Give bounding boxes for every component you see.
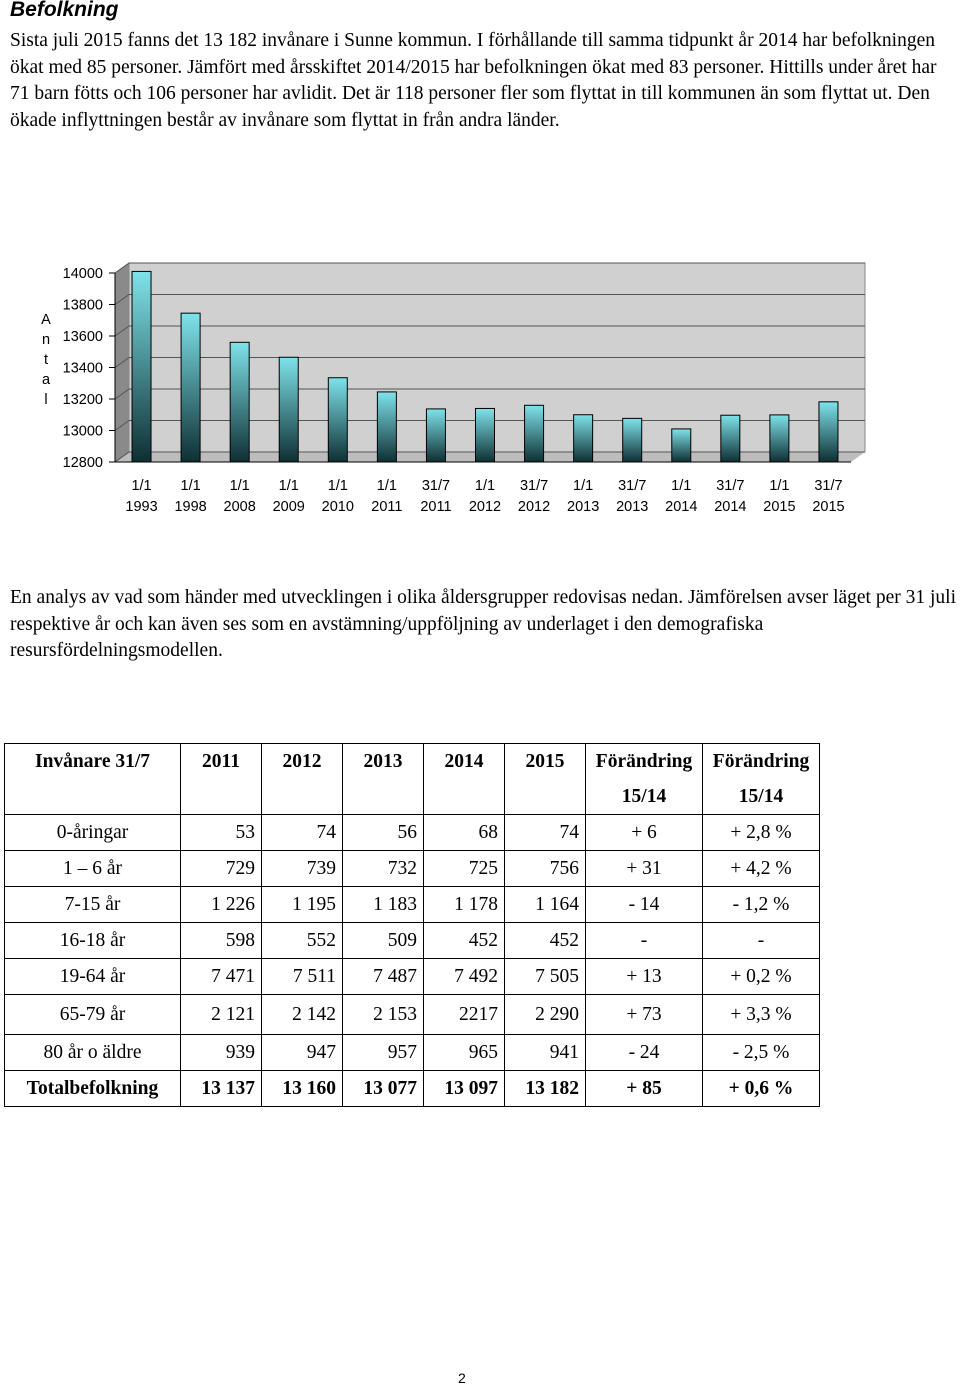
value-cell: 598	[181, 923, 262, 959]
change-percent-cell: + 2,8 %	[703, 815, 820, 851]
change-cell: - 14	[586, 887, 703, 923]
y-tick-label: 13600	[62, 329, 103, 345]
value-cell: 2 121	[181, 995, 262, 1035]
value-cell: 739	[262, 851, 343, 887]
bar	[279, 357, 298, 462]
y-tick-label: 12800	[62, 455, 103, 471]
value-cell: 1 164	[505, 887, 586, 923]
y-tick-label: 13200	[62, 392, 103, 408]
change-percent-cell: - 2,5 %	[703, 1035, 820, 1071]
x-tick-label: 2010	[321, 499, 354, 515]
header-cell: Förändring 15/14	[703, 744, 820, 815]
value-cell: 56	[343, 815, 424, 851]
change-cell: + 85	[586, 1071, 703, 1107]
value-cell: 7 492	[424, 959, 505, 995]
header-cell: Invånare 31/7	[5, 744, 181, 815]
header-cell: 2013	[343, 744, 424, 815]
change-cell: - 24	[586, 1035, 703, 1071]
value-cell: 1 183	[343, 887, 424, 923]
value-cell: 13 077	[343, 1071, 424, 1107]
bar	[181, 313, 200, 462]
change-percent-cell: -	[703, 923, 820, 959]
x-tick-label: 2013	[567, 499, 600, 515]
intro-paragraph: Sista juli 2015 fanns det 13 182 invånare i Sunne kommun. I förhållande till samma tidpunkt år 2014 har befolkningen ökat med 85 personer. Jämfört med årsskiftet 2014/2015 har befolkningen ökat med 83 personer. Hittills under året har 71 barn fötts och 106 personer har avlidit. Det är 118 personer fler som flyttat in till kommunen än som flyttat ut. Den ökade inflyttningen består av invånare som flyttat in från andra länder.	[10, 30, 937, 131]
table-row	[5, 815, 820, 851]
value-cell: 74	[505, 815, 586, 851]
value-cell: 957	[343, 1035, 424, 1071]
bar	[426, 409, 445, 462]
x-tick-label: 31/7	[716, 478, 745, 494]
bar	[623, 418, 642, 462]
change-percent-cell: + 0,2 %	[703, 959, 820, 995]
x-tick-label: 1/1	[671, 478, 692, 494]
table-row	[5, 959, 820, 995]
value-cell: 939	[181, 1035, 262, 1071]
row-label: 16-18 år	[5, 923, 181, 959]
x-tick-label: 2011	[371, 499, 403, 515]
x-tick-label: 1/1	[573, 478, 594, 494]
value-cell: 53	[181, 815, 262, 851]
bar	[672, 429, 691, 462]
x-tick-label: 1/1	[229, 478, 250, 494]
table-row	[5, 887, 820, 923]
value-cell: 7 511	[262, 959, 343, 995]
row-label: 65-79 år	[5, 995, 181, 1035]
value-cell: 2217	[424, 995, 505, 1035]
row-label: 0-åringar	[5, 815, 181, 851]
value-cell: 1 178	[424, 887, 505, 923]
value-cell: 13 137	[181, 1071, 262, 1107]
header-cell: 2014	[424, 744, 505, 815]
x-tick-label: 31/7	[814, 478, 843, 494]
header-cell: 2011	[181, 744, 262, 815]
x-tick-label: 2014	[714, 499, 747, 515]
change-percent-cell: + 4,2 %	[703, 851, 820, 887]
population-table	[4, 743, 820, 1107]
change-percent-cell: + 0,6 %	[703, 1071, 820, 1107]
bar	[230, 342, 249, 462]
value-cell: 13 182	[505, 1071, 586, 1107]
x-tick-label: 2011	[420, 499, 452, 515]
bar	[132, 271, 151, 462]
bar	[328, 378, 347, 462]
table-header-row	[5, 744, 820, 815]
bar	[574, 415, 593, 462]
bar	[770, 415, 789, 462]
x-tick-label: 2015	[812, 499, 845, 515]
value-cell: 732	[343, 851, 424, 887]
table-row	[5, 923, 820, 959]
value-cell: 756	[505, 851, 586, 887]
value-cell: 13 160	[262, 1071, 343, 1107]
analysis-paragraph: En analys av vad som händer med utvecklingen i olika åldersgrupper redovisas nedan. Jämförelsen avser läget per 31 juli respektive år och kan även ses som en avstämning/uppföljning av underlaget i den demografiska resursfördelningsmodellen.	[10, 587, 956, 661]
y-axis-label-letter: n	[41, 332, 51, 348]
x-tick-label: 2008	[223, 499, 256, 515]
table-row	[5, 1071, 820, 1107]
x-tick-label: 2014	[665, 499, 698, 515]
value-cell: 2 153	[343, 995, 424, 1035]
table-row	[5, 995, 820, 1035]
value-cell: 552	[262, 923, 343, 959]
value-cell: 7 487	[343, 959, 424, 995]
x-tick-label: 31/7	[618, 478, 647, 494]
y-axis-label-letter: A	[41, 312, 51, 328]
header-cell: Förändring 15/14	[586, 744, 703, 815]
x-tick-label: 1/1	[376, 478, 397, 494]
y-tick-label: 13400	[62, 360, 103, 377]
x-tick-label: 31/7	[421, 478, 451, 494]
row-label: 7-15 år	[5, 887, 181, 923]
change-percent-cell: - 1,2 %	[703, 887, 820, 923]
change-percent-cell: + 3,3 %	[703, 995, 820, 1035]
value-cell: 13 097	[424, 1071, 505, 1107]
bar	[377, 392, 396, 462]
table-row	[5, 851, 820, 887]
x-tick-label: 2012	[468, 499, 502, 515]
section-heading: Befolkning	[10, 0, 119, 21]
x-tick-label: 1/1	[278, 478, 299, 494]
row-label: 1 – 6 år	[5, 851, 181, 887]
x-tick-label: 1/1	[474, 478, 496, 494]
row-label: Totalbefolkning	[5, 1071, 181, 1107]
y-tick-label: 14000	[62, 266, 103, 282]
value-cell: 452	[424, 923, 505, 959]
table-row	[5, 1035, 820, 1071]
row-label: 19-64 år	[5, 959, 181, 995]
bar	[819, 402, 838, 462]
x-tick-label: 2015	[763, 499, 796, 515]
y-axis-label-letter: a	[41, 372, 51, 388]
value-cell: 947	[262, 1035, 343, 1071]
header-cell: 2012	[262, 744, 343, 815]
value-cell: 7 471	[181, 959, 262, 995]
x-tick-label: 2012	[517, 499, 551, 515]
value-cell: 2 142	[262, 995, 343, 1035]
x-tick-label: 1/1	[769, 478, 790, 494]
header-cell: 2015	[505, 744, 586, 815]
bar	[721, 415, 740, 462]
y-tick-label: 13000	[62, 423, 103, 440]
x-tick-label: 2009	[272, 499, 305, 515]
value-cell: 729	[181, 851, 262, 887]
value-cell: 68	[424, 815, 505, 851]
page-number: 2	[458, 1370, 466, 1386]
y-axis-label-letter: l	[44, 392, 48, 408]
row-label: 80 år o äldre	[5, 1035, 181, 1071]
value-cell: 7 505	[505, 959, 586, 995]
y-axis-label-letter: t	[43, 352, 49, 368]
bar	[525, 405, 544, 462]
value-cell: 2 290	[505, 995, 586, 1035]
value-cell: 509	[343, 923, 424, 959]
value-cell: 725	[424, 851, 505, 887]
change-cell: + 13	[586, 959, 703, 995]
x-tick-label: 1998	[174, 499, 207, 515]
value-cell: 452	[505, 923, 586, 959]
x-tick-label: 2013	[616, 499, 649, 515]
change-cell: -	[586, 923, 703, 959]
change-cell: + 6	[586, 815, 703, 851]
value-cell: 1 226	[181, 887, 262, 923]
value-cell: 1 195	[262, 887, 343, 923]
population-bar-chart	[0, 250, 880, 540]
x-tick-label: 1/1	[327, 478, 348, 494]
y-tick-label: 13800	[62, 297, 103, 314]
bar	[476, 408, 495, 462]
x-tick-label: 31/7	[519, 478, 549, 494]
x-tick-label: 1993	[125, 499, 158, 515]
change-cell: + 73	[586, 995, 703, 1035]
value-cell: 965	[424, 1035, 505, 1071]
change-cell: + 31	[586, 851, 703, 887]
x-tick-label: 1/1	[180, 478, 201, 494]
x-tick-label: 1/1	[131, 478, 152, 494]
value-cell: 941	[505, 1035, 586, 1071]
value-cell: 74	[262, 815, 343, 851]
